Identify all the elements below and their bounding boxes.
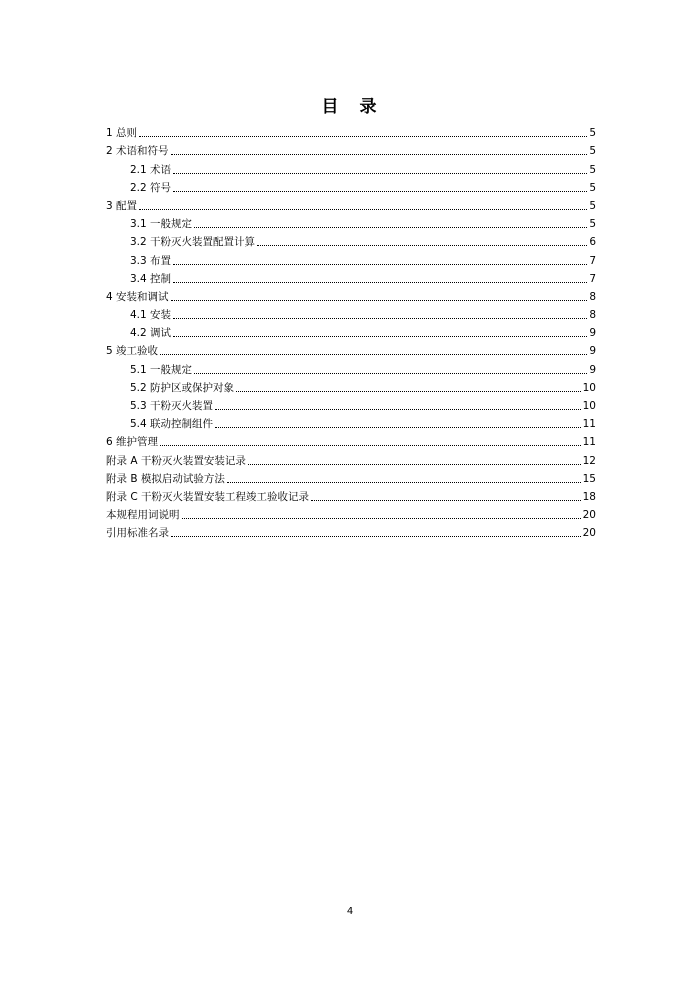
toc-entry[interactable] [106,377,596,395]
toc-entry-label: 5.1 一般规定 [130,363,193,376]
toc-entry-page: 5 [589,181,596,194]
toc-entry-page: 6 [589,236,596,249]
toc-leader-dots [160,354,587,355]
toc-entry-page: 9 [589,327,596,340]
toc-entry-page: 7 [589,272,596,285]
page-title: 目 录 [321,97,379,117]
toc-entry[interactable] [106,431,596,449]
toc-leader-dots [215,409,581,410]
toc-entry-label: 5.3 干粉灭火装置 [130,400,214,412]
toc-entry[interactable] [106,340,596,358]
toc-entry-label: 4.2 调试 [130,327,172,340]
toc-entry-page: 15 [582,472,596,485]
toc-entry[interactable] [106,468,596,486]
toc-entry-label: 引用标准名录 [106,527,169,540]
toc-entry[interactable] [106,231,596,249]
toc-entry[interactable] [106,522,596,540]
toc-entry-page: 10 [582,400,596,412]
toc-entry-page: 18 [582,490,596,503]
toc-entry-label: 4.1 安装 [130,309,172,322]
toc-entry[interactable] [106,413,596,431]
toc-leader-dots [171,300,588,301]
toc-leader-dots [248,464,581,465]
toc-entry[interactable] [106,195,596,213]
toc-entry[interactable] [106,449,596,467]
toc-leader-dots [194,373,587,374]
toc-entry-label: 4 安装和调试 [106,290,169,303]
toc-entry-page: 10 [582,381,596,394]
toc-entry-label: 3.1 一般规定 [130,218,193,231]
toc-entry-page: 8 [589,290,596,303]
toc-entry-page: 11 [582,436,596,449]
toc-leader-dots [227,482,581,483]
toc-leader-dots [236,391,581,392]
toc-entry-label: 2.2 符号 [130,181,172,194]
toc-entry[interactable] [106,486,596,504]
toc-entry-page: 7 [589,254,596,267]
toc-entry-label: 附录 A 干粉灭火装置安装记录 [106,454,246,467]
toc-entry-page: 9 [589,345,596,358]
toc-entry-page: 5 [589,218,596,231]
toc-entry-label: 附录 C 干粉灭火装置安装工程竣工验收记录 [106,490,310,503]
toc-entry-label: 2.1 术语 [130,163,172,176]
toc-entry-label: 5.4 联动控制组件 [130,418,214,431]
toc-leader-dots [215,427,581,428]
toc-entry-label: 3.3 布置 [130,254,172,267]
page-number: 4 [346,906,354,917]
toc-entry[interactable] [106,122,596,140]
toc-entry-label: 5.2 防护区或保护对象 [130,381,235,394]
toc-leader-dots [173,191,587,192]
toc-leader-dots [171,154,588,155]
toc-entry[interactable] [106,322,596,340]
toc-entry[interactable] [106,249,596,267]
toc-leader-dots [194,227,587,228]
toc-entry-label: 6 维护管理 [106,436,159,449]
toc-entry[interactable] [106,158,596,176]
toc-leader-dots [182,518,581,519]
toc-entry-page: 20 [582,509,596,522]
toc-entry[interactable] [106,358,596,376]
toc-entry-label: 1 总则 [106,127,138,140]
toc-leader-dots [139,136,587,137]
toc-leader-dots [139,209,587,210]
toc-leader-dots [160,445,581,446]
toc-entry[interactable] [106,286,596,304]
toc-entry[interactable] [106,304,596,322]
toc-entry[interactable] [106,268,596,286]
toc-entry[interactable] [106,140,596,158]
toc-leader-dots [171,536,581,537]
toc-leader-dots [173,318,587,319]
toc-entry[interactable] [106,213,596,231]
toc-leader-dots [173,336,587,337]
toc-entry-label: 3.4 控制 [130,272,172,285]
toc-entry-label: 2 术语和符号 [106,145,169,158]
toc-leader-dots [173,173,587,174]
toc-entry[interactable] [106,504,596,522]
toc-entry-label: 3 配置 [106,199,138,212]
toc-leader-dots [311,500,581,501]
toc-entry[interactable] [106,395,596,413]
toc-entry-page: 9 [589,363,596,376]
toc-entry-page: 5 [589,199,596,212]
toc-entry-page: 5 [589,145,596,158]
toc-entry-label: 本规程用词说明 [106,509,180,522]
toc-leader-dots [257,245,587,246]
toc-entry-page: 8 [589,309,596,322]
toc-entry-label: 5 竣工验收 [106,345,159,358]
toc-entry-page: 12 [582,454,596,467]
toc-entry-label: 3.2 干粉灭火装置配置计算 [130,236,256,249]
toc-entry-page: 11 [582,418,596,431]
table-of-contents [106,122,596,540]
toc-entry-page: 5 [589,163,596,176]
toc-entry[interactable] [106,177,596,195]
toc-entry-page: 5 [589,127,596,140]
toc-entry-label: 附录 B 模拟启动试验方法 [106,472,225,485]
toc-leader-dots [173,264,587,265]
toc-leader-dots [173,282,587,283]
toc-entry-page: 20 [582,527,596,540]
